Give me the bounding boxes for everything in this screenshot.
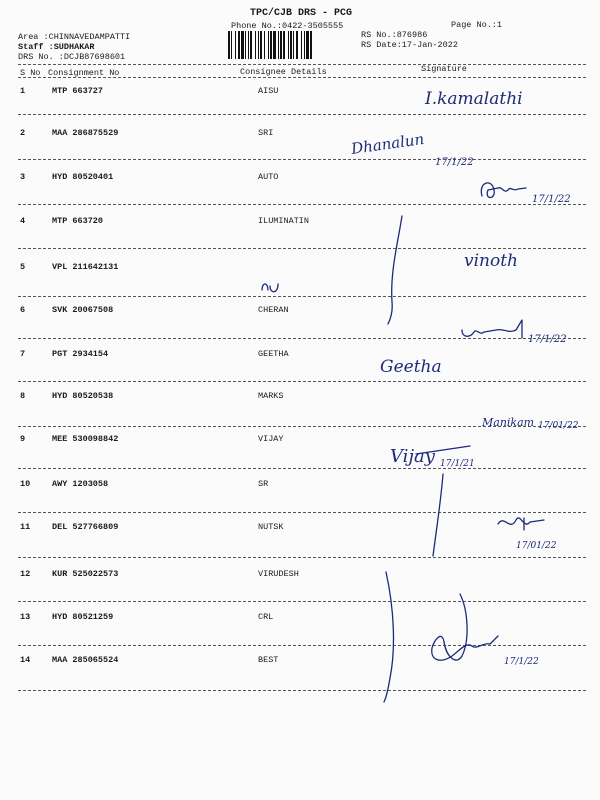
row-sno: 7: [20, 349, 26, 359]
table-row: [0, 349, 600, 369]
row-consignee: CRL: [258, 612, 274, 622]
row-consignee: VIJAY: [258, 434, 284, 444]
row-consignee: SR: [258, 479, 269, 489]
header-divider-top: [18, 64, 586, 65]
row-sno: 14: [20, 655, 31, 665]
signature-row-8: [480, 402, 592, 436]
row-consignee: AISU: [258, 86, 279, 96]
signature-row-1: [420, 82, 570, 112]
row-sno: 9: [20, 434, 26, 444]
row-sno: 3: [20, 172, 26, 182]
svg-text:17/01/22: 17/01/22: [516, 541, 557, 551]
column-header-consignment: Consignment No: [48, 68, 120, 78]
table-row: [0, 479, 600, 499]
row-consignment-no: MTP 663727: [52, 86, 104, 96]
table-row: [0, 128, 600, 148]
signature-row-5: [462, 246, 572, 276]
staff-field: Staff :SUDHAKAR: [18, 42, 95, 52]
mark-row-5: [258, 276, 288, 296]
row-consignment-no: HYD 80520401: [52, 172, 114, 182]
row-sno: 6: [20, 305, 26, 315]
row-consignment-no: SVK 20067508: [52, 305, 114, 315]
row-sno: 1: [20, 86, 26, 96]
svg-text:17/1/22: 17/1/22: [532, 194, 571, 205]
row-divider: [18, 690, 586, 691]
signature-stroke-rows-4-6: [380, 212, 420, 327]
svg-text:vinoth: vinoth: [464, 251, 519, 271]
signature-row-13-14: [426, 590, 566, 676]
row-sno: 4: [20, 216, 26, 226]
signature-row-11: [494, 508, 584, 552]
row-divider: [18, 159, 586, 160]
signature-row-2: [350, 129, 500, 172]
row-consignment-no: MEE 530098842: [52, 434, 119, 444]
signature-stroke-rows-10-11: [425, 470, 455, 560]
row-consignee: MARKS: [258, 391, 284, 401]
row-sno: 12: [20, 569, 31, 579]
svg-text:17/1/21: 17/1/21: [440, 459, 475, 469]
svg-text:Dhanalun: Dhanalun: [350, 129, 426, 158]
row-consignment-no: MAA 286875529: [52, 128, 119, 138]
page-number: Page No.:1: [451, 20, 503, 30]
row-consignment-no: PGT 2934154: [52, 349, 109, 359]
row-consignee: AUTO: [258, 172, 279, 182]
svg-text:17/1/22: 17/1/22: [528, 334, 567, 345]
row-sno: 8: [20, 391, 26, 401]
signature-row-9: [388, 434, 498, 474]
row-consignment-no: DEL 527766809: [52, 522, 119, 532]
column-header-consignee: Consignee Details: [240, 67, 327, 77]
row-divider: [18, 557, 586, 558]
row-divider: [18, 114, 586, 115]
row-consignment-no: VPL 211642131: [52, 262, 119, 272]
row-divider: [18, 296, 586, 297]
svg-text:Manikam: Manikam: [482, 416, 535, 429]
area-field: Area :CHINNAVEDAMPATTI: [18, 32, 131, 42]
row-consignee: BEST: [258, 655, 279, 665]
svg-text:17/1/22: 17/1/22: [504, 657, 539, 667]
signature-stroke-rows-12-14: [378, 568, 408, 704]
row-sno: 10: [20, 479, 31, 489]
row-consignee: SRI: [258, 128, 274, 138]
row-consignment-no: MAA 285065524: [52, 655, 119, 665]
phone-number: Phone No.:0422-3505555: [231, 21, 344, 31]
row-divider: [18, 468, 586, 469]
column-header-sno: S No: [20, 68, 41, 78]
row-sno: 13: [20, 612, 31, 622]
row-divider: [18, 381, 586, 382]
table-row: [0, 216, 600, 236]
header-divider-bottom: [18, 77, 586, 78]
row-consignee: VIRUDESH: [258, 569, 299, 579]
table-row: [0, 569, 600, 589]
svg-text:17/1/22: 17/1/22: [435, 157, 474, 168]
svg-text:I.kamalathi: I.kamalathi: [425, 89, 523, 109]
row-consignment-no: KUR 525022573: [52, 569, 119, 579]
row-consignee: ILUMINATIN: [258, 216, 310, 226]
row-consignment-no: HYD 80520538: [52, 391, 114, 401]
row-consignee: CHERAN: [258, 305, 289, 315]
signature-row-6: [456, 316, 586, 350]
signature-row-7: [376, 350, 486, 380]
signature-row-3: [476, 172, 586, 212]
barcode-icon: [228, 31, 361, 59]
column-header-signature: Signature: [421, 64, 467, 74]
row-sno: 5: [20, 262, 26, 272]
row-consignee: GEETHA: [258, 349, 289, 359]
svg-text:17/01/22: 17/01/22: [538, 421, 579, 431]
rs-number: RS No.:876986: [361, 30, 428, 40]
drs-number: DRS No. :DCJB87698601: [18, 52, 126, 62]
row-consignment-no: AWY 1203058: [52, 479, 109, 489]
svg-text:Geetha: Geetha: [380, 357, 442, 377]
row-consignee: NUTSK: [258, 522, 284, 532]
row-consignment-no: HYD 80521259: [52, 612, 114, 622]
row-consignment-no: MTP 663720: [52, 216, 104, 226]
row-sno: 2: [20, 128, 26, 138]
table-row: [0, 434, 600, 454]
document-title: TPC/CJB DRS - PCG: [250, 8, 353, 19]
svg-text:Vijay: Vijay: [390, 446, 435, 467]
rs-date: RS Date:17-Jan-2022: [361, 40, 458, 50]
row-sno: 11: [20, 522, 31, 532]
